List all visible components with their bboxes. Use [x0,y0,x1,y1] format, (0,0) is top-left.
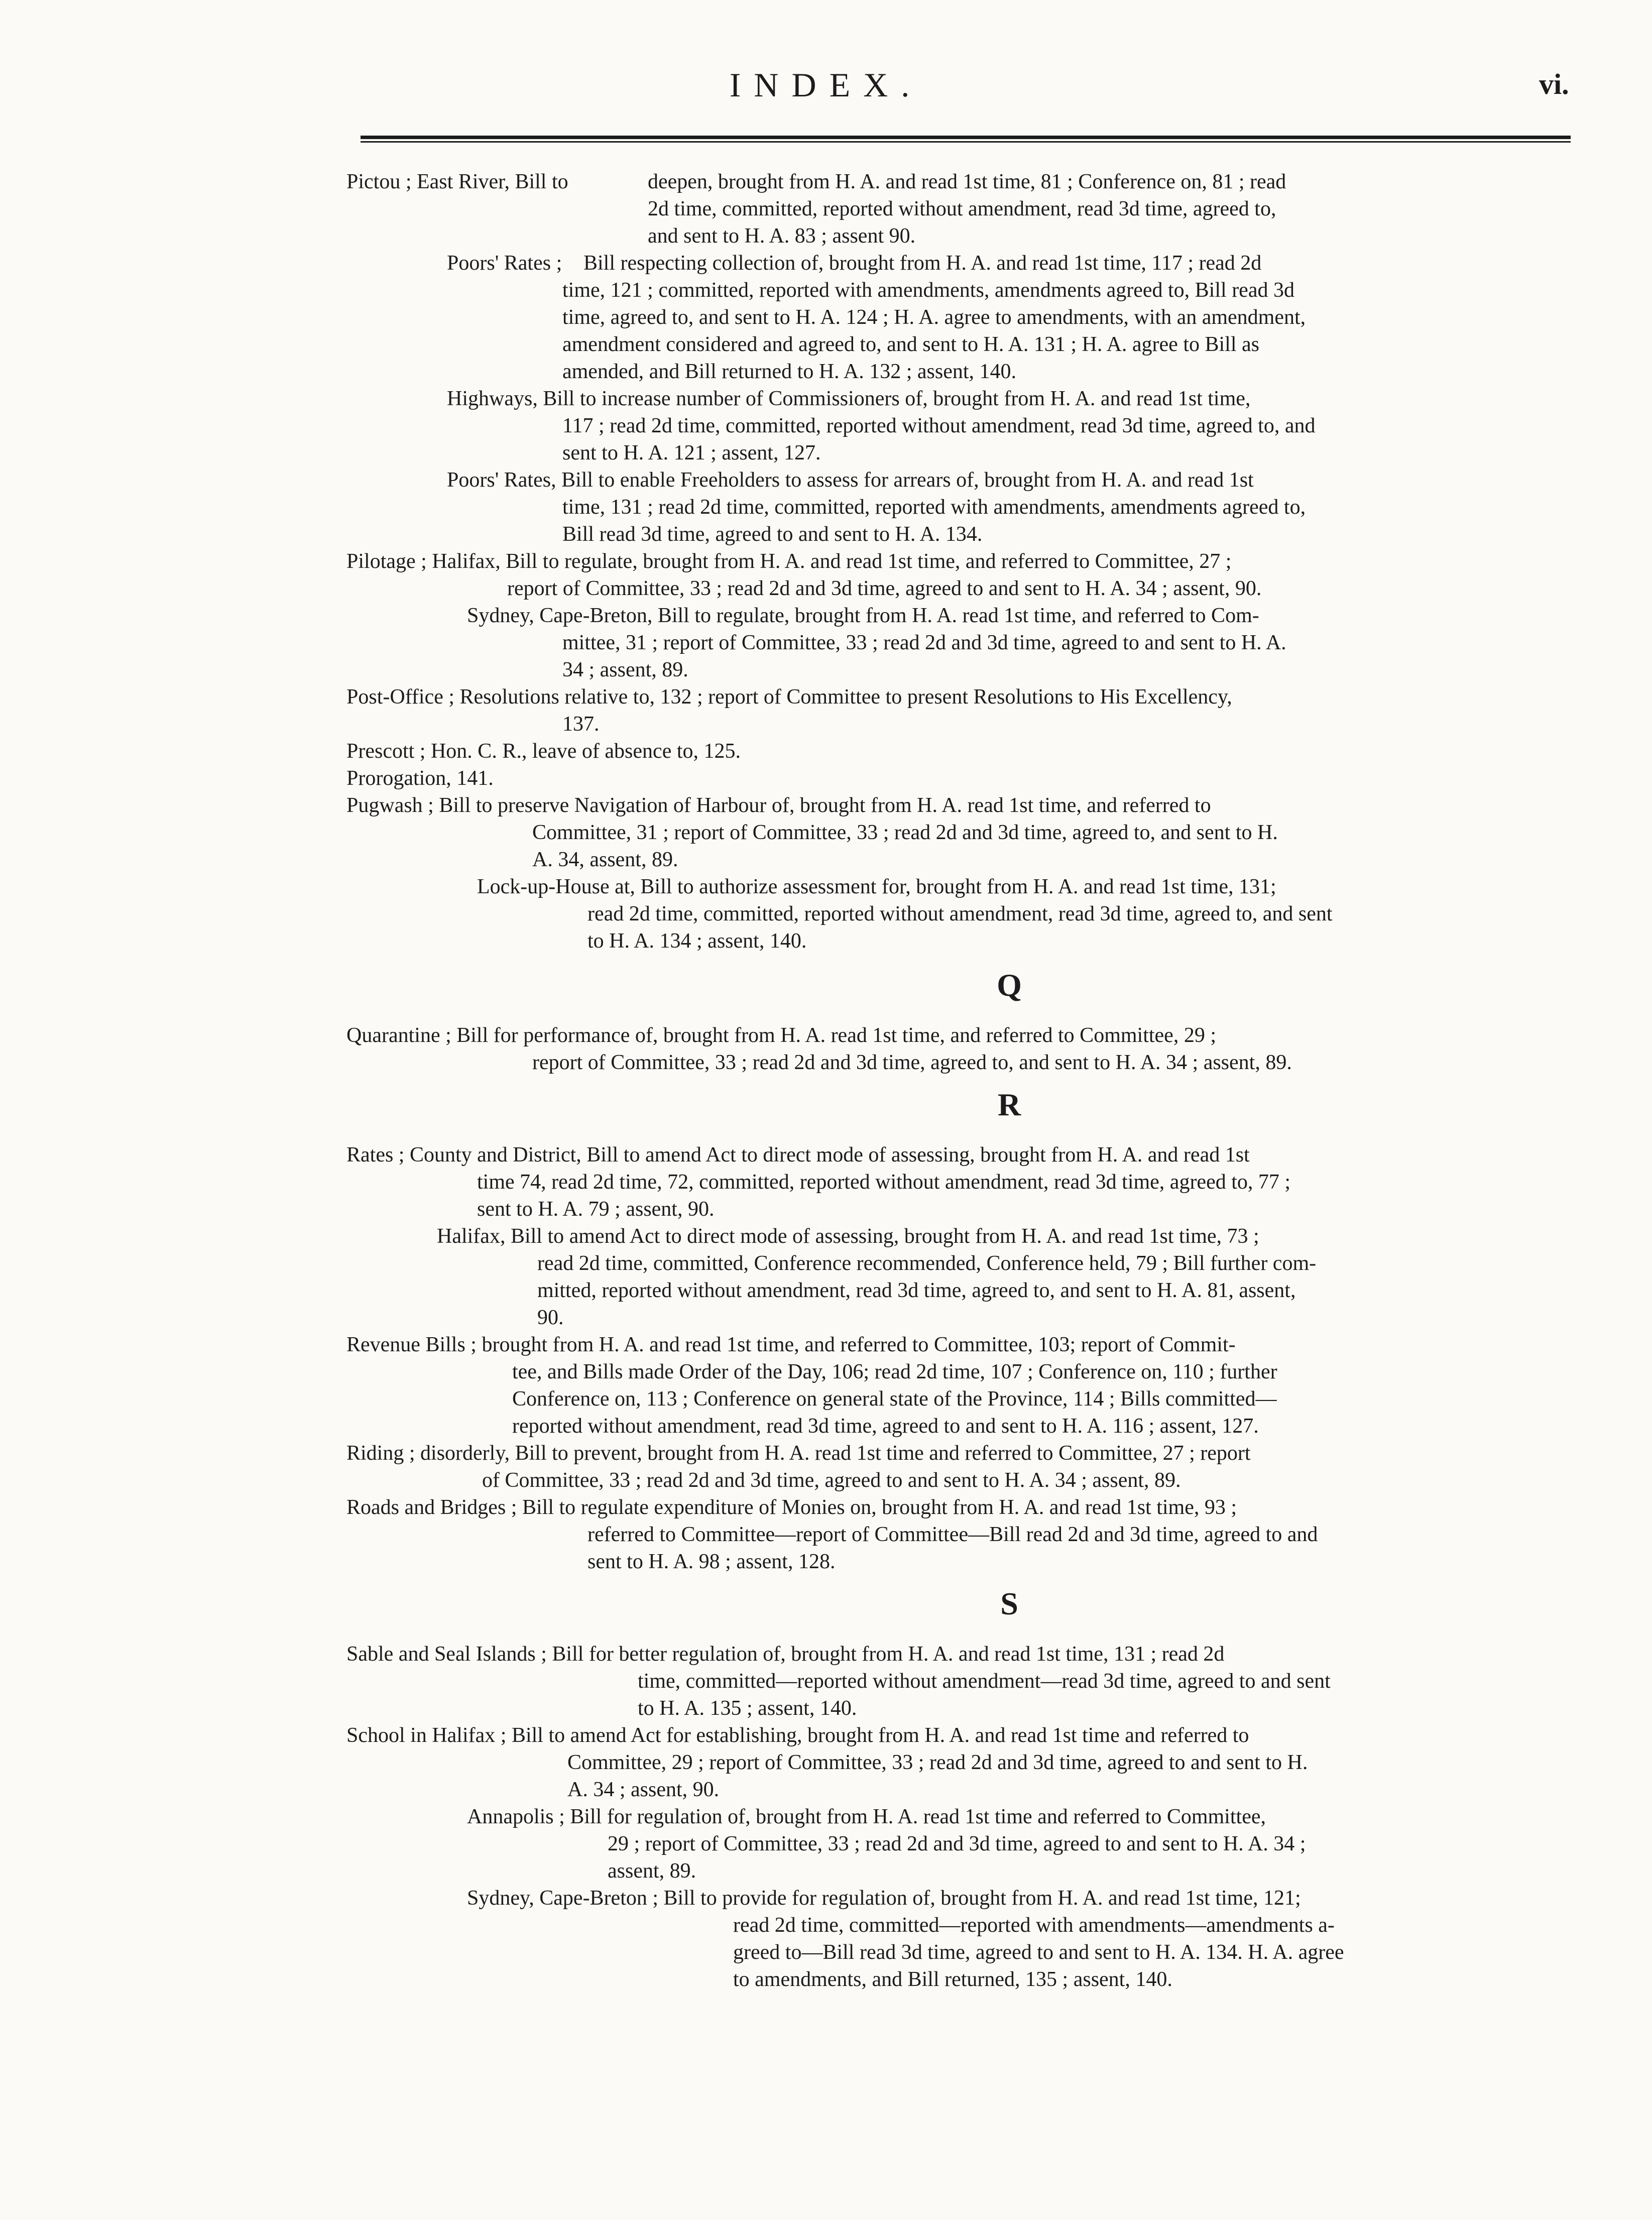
entry-line: Sydney, Cape-Breton, Bill to regulate, brought from H. A. read 1st time, and referred to Com- [467,604,1259,627]
entry-line: Post-Office ; Resolutions relative to, 132 ; report of Committee to present Resolutions to His Excellency, [346,685,1232,709]
entry-line: Committee, 29 ; report of Committee, 33 ; read 2d and 3d time, agreed to and sent to H. [567,1751,1308,1774]
entry-line: read 2d time, committed—reported with amendments—amendments a- [733,1914,1335,1937]
index-entry [346,1440,1582,1494]
entry-line: mittee, 31 ; report of Committee, 33 ; read 2d and 3d time, agreed to and sent to H. A. [562,631,1286,654]
index-entry [346,765,1582,792]
index-body [346,168,1582,1993]
index-entry [346,792,1582,873]
entry-line: assent, 89. [608,1859,696,1883]
entry-line: sent to H. A. 98 ; assent, 128. [587,1550,836,1573]
index-entry [346,1641,1582,1722]
entry-heading: Poors' Rates ; [447,252,562,275]
entry-line: Roads and Bridges ; Bill to regulate expenditure of Monies on, brought from H. A. and read 1st time, 93 ; [346,1496,1237,1519]
entry-line: time, agreed to, and sent to H. A. 124 ; H. A. agree to amendments, with an amendment, [562,306,1306,329]
entry-line: Bill read 3d time, agreed to and sent to H. A. 134. [562,523,983,546]
entry-line: School in Halifax ; Bill to amend Act for establishing, brought from H. A. and read 1st time and referred to [346,1724,1249,1747]
entry-line: report of Committee, 33 ; read 2d and 3d time, agreed to and sent to H. A. 34 ; assent, 90. [507,577,1262,600]
entry-line: Revenue Bills ; brought from H. A. and read 1st time, and referred to Committee, 103; report of Commit- [346,1333,1236,1356]
entry-line: greed to—Bill read 3d time, agreed to and sent to H. A. 134. H. A. agree [733,1941,1344,1964]
entry-line: Prescott ; Hon. C. R., leave of absence to, 125. [346,740,741,763]
page-header [0,65,1652,105]
entry-line: Prorogation, 141. [346,767,494,790]
entry-line: to H. A. 135 ; assent, 140. [638,1697,857,1720]
index-entry [346,385,1582,466]
entry-line: of Committee, 33 ; read 2d and 3d time, agreed to and sent to H. A. 34 ; assent, 89. [482,1469,1181,1492]
entry-line: time, 131 ; read 2d time, committed, reported with amendments, amendments agreed to, [562,496,1306,519]
index-entry [346,1803,1582,1885]
letter-heading-q: Q [997,967,1022,1003]
index-entry [346,738,1582,765]
entry-heading: Pictou ; East River, Bill to [346,170,568,193]
entry-line: Bill respecting collection of, brought from H. A. and read 1st time, 117 ; read 2d [583,252,1262,275]
index-entry [346,548,1582,602]
entry-line: tee, and Bills made Order of the Day, 106; read 2d time, 107 ; Conference on, 110 ; further [512,1360,1277,1383]
entry-line: Annapolis ; Bill for regulation of, brought from H. A. read 1st time and referred to Committee, [467,1805,1266,1828]
index-entry [346,1494,1582,1575]
entry-line: Highways, Bill to increase number of Commissioners of, brought from H. A. and read 1st time, [447,387,1251,410]
index-entry [346,250,1582,385]
entry-line: 2d time, committed, reported without amendment, read 3d time, agreed to, [648,197,1276,220]
entry-line: 29 ; report of Committee, 33 ; read 2d and 3d time, agreed to and sent to H. A. 34 ; [608,1832,1306,1855]
index-entry [346,466,1582,548]
index-group-r [346,1141,1582,1575]
index-entry [346,873,1582,955]
index-entry [346,1141,1582,1223]
entry-line: Committee, 31 ; report of Committee, 33 ; read 2d and 3d time, agreed to, and sent to H. [532,821,1278,844]
entry-line: Sable and Seal Islands ; Bill for better regulation of, brought from H. A. and read 1st time, 131 ; read 2d [346,1643,1225,1666]
index-entry [346,1331,1582,1440]
index-group-p [346,168,1582,955]
entry-line: A. 34 ; assent, 90. [567,1778,720,1801]
entry-line: and sent to H. A. 83 ; assent 90. [648,224,916,248]
entry-line: to amendments, and Bill returned, 135 ; assent, 140. [733,1968,1172,1991]
index-entry [346,1885,1582,1993]
entry-line: to H. A. 134 ; assent, 140. [587,929,807,953]
entry-line: read 2d time, committed, reported without amendment, read 3d time, agreed to, and sent [587,902,1333,925]
entry-line: 117 ; read 2d time, committed, reported without amendment, read 3d time, agreed to, and [562,414,1316,437]
entry-line: time, 121 ; committed, reported with amendments, amendments agreed to, Bill read 3d [562,279,1294,302]
index-entry [346,168,1582,250]
entry-line: time, committed—reported without amendment—read 3d time, agreed to and sent [638,1670,1331,1693]
page-number: vi. [1539,68,1569,100]
page-title: INDEX. [729,66,923,104]
entry-line: read 2d time, committed, Conference recommended, Conference held, 79 ; Bill further com- [537,1252,1317,1275]
entry-line: 137. [562,713,600,736]
entry-line: amendment considered and agreed to, and sent to H. A. 131 ; H. A. agree to Bill as [562,333,1259,356]
entry-line: Pilotage ; Halifax, Bill to regulate, brought from H. A. and read 1st time, and referred to Committee, 27 ; [346,550,1232,573]
entry-line: A. 34, assent, 89. [532,848,678,871]
entry-line: 34 ; assent, 89. [562,658,688,681]
entry-line: referred to Committee—report of Committee—Bill read 2d and 3d time, agreed to and [587,1523,1318,1546]
entry-line: mitted, reported without amendment, read 3d time, agreed to, and sent to H. A. 81, assent, [537,1279,1296,1302]
letter-heading-r: R [997,1087,1021,1122]
entry-line: Riding ; disorderly, Bill to prevent, brought from H. A. read 1st time and referred to Committee, 27 ; report [346,1442,1251,1465]
entry-line: Quarantine ; Bill for performance of, brought from H. A. read 1st time, and referred to Committee, 29 ; [346,1024,1216,1047]
entry-line: Conference on, 113 ; Conference on general state of the Province, 114 ; Bills committed— [512,1387,1277,1411]
entry-line: time 74, read 2d time, 72, committed, reported without amendment, read 3d time, agreed to, 77 ; [477,1171,1291,1194]
entry-line: Pugwash ; Bill to preserve Navigation of Harbour of, brought from H. A. read 1st time, and referred to [346,794,1211,817]
entry-line: 90. [537,1306,564,1329]
entry-line: Poors' Rates, Bill to enable Freeholders to assess for arrears of, brought from H. A. and read 1st [447,469,1254,492]
entry-line: Halifax, Bill to amend Act to direct mode of assessing, brought from H. A. and read 1st time, 73 ; [437,1225,1259,1248]
entry-line: sent to H. A. 121 ; assent, 127. [562,441,821,464]
entry-line: sent to H. A. 79 ; assent, 90. [477,1198,715,1221]
entry-line: Lock-up-House at, Bill to authorize assessment for, brought from H. A. and read 1st time, 131; [477,875,1276,898]
header-rule [361,136,1571,143]
index-entry [346,602,1582,683]
index-entry [346,1722,1582,1803]
index-entry [346,1223,1582,1331]
index-entry [346,1022,1582,1076]
letter-heading-s: S [1000,1586,1018,1621]
index-group-s [346,1641,1582,1993]
index-group-q [346,1022,1582,1076]
entry-line: reported without amendment, read 3d time, agreed to and sent to H. A. 116 ; assent, 127. [512,1415,1259,1438]
entry-line: Sydney, Cape-Breton ; Bill to provide for regulation of, brought from H. A. and read 1st time, 121; [467,1887,1301,1910]
entry-line: deepen, brought from H. A. and read 1st time, 81 ; Conference on, 81 ; read [648,170,1286,193]
entry-line: amended, and Bill returned to H. A. 132 ; assent, 140. [562,360,1017,383]
entry-line: report of Committee, 33 ; read 2d and 3d time, agreed to, and sent to H. A. 34 ; assent, 89. [532,1051,1292,1074]
entry-line: Rates ; County and District, Bill to amend Act to direct mode of assessing, brought from H. A. and read 1st [346,1143,1250,1166]
index-entry [346,683,1582,738]
